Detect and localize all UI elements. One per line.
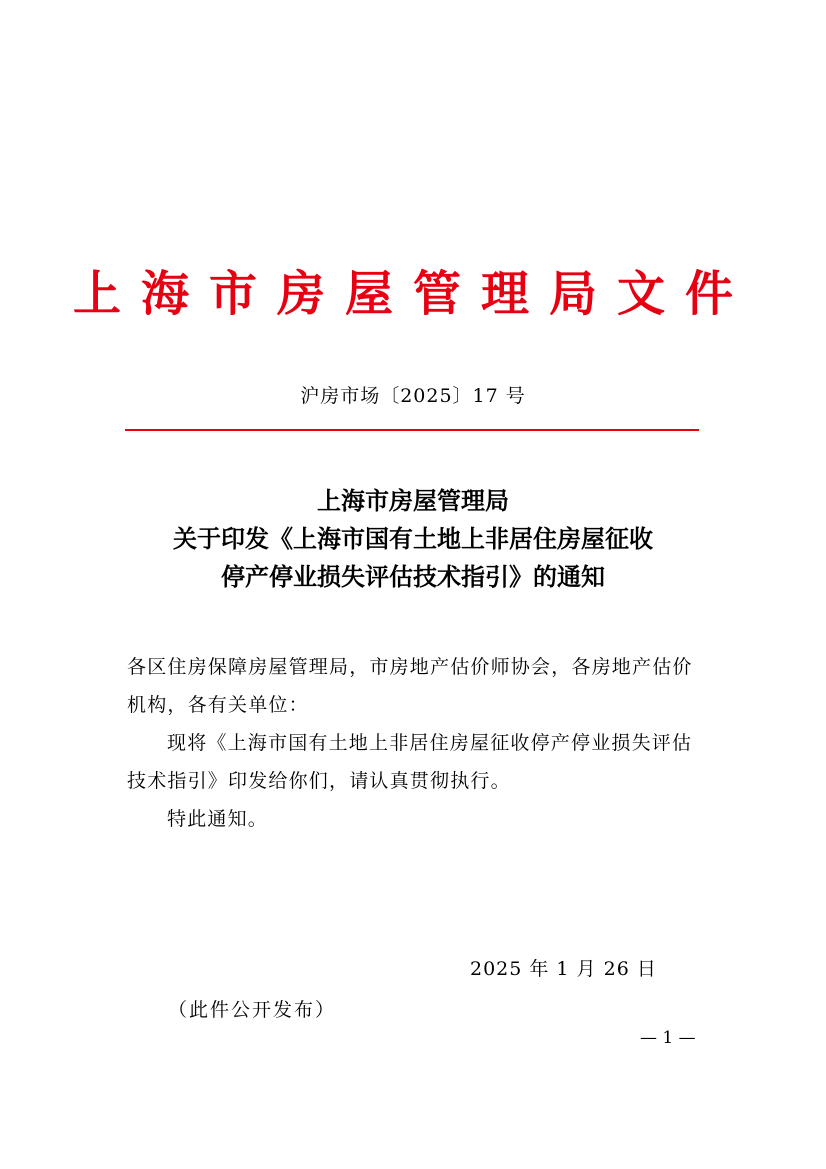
page-number: — 1 — [640,1028,696,1048]
issue-date: 2025 年 1 月 26 日 [470,958,657,980]
body-paragraph: 现将《上海市国有土地上非居住房屋征收停产停业损失评估技术指引》印发给你们，请认真贯彻执行。 [127,732,693,792]
notice-title-line-3: 停产停业损失评估技术指引》的通知 [221,562,605,591]
document-header-title: 上海市房屋管理局文件 [72,266,753,322]
addressee: 各区住房保障房屋管理局，市房地产估价师协会，各房地产估价机构，各有关单位： [127,656,693,716]
notice-title-line-1: 上海市房屋管理局 [317,486,509,515]
publication-note: （此件公开发布） [168,999,337,1021]
notice-title [100,482,726,596]
closing-remark: 特此通知。 [167,808,269,830]
notice-body [127,648,702,838]
red-separator-line [125,429,699,431]
notice-title-line-2: 关于印发《上海市国有土地上非居住房屋征收 [173,524,653,553]
document-number: 沪房市场〔2025〕17 号 [300,385,526,407]
